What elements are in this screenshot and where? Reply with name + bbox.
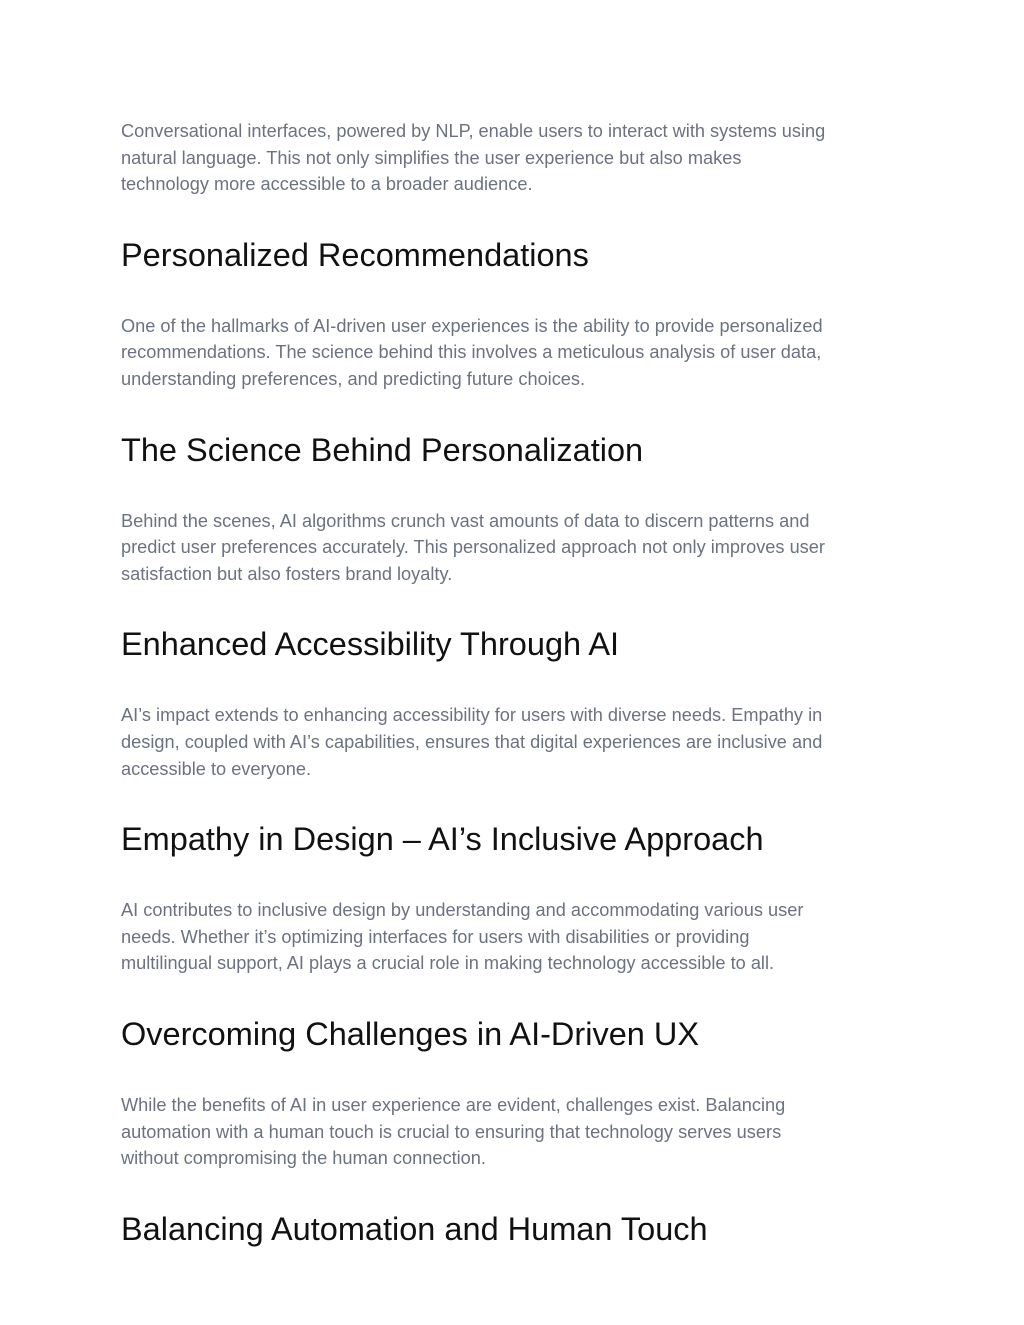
paragraph-empathy-in-design <box>121 897 911 977</box>
heading-enhanced-accessibility: Enhanced Accessibility Through AI <box>121 626 620 663</box>
spacer <box>121 393 911 430</box>
spacer <box>121 664 911 702</box>
heading-personalized-recommendations: Personalized Recommendations <box>121 236 589 273</box>
paragraph-line: satisfaction but also fosters brand loyalty. <box>121 563 453 584</box>
spacer <box>121 198 911 235</box>
spacer <box>121 782 911 819</box>
spacer <box>121 1054 911 1092</box>
paragraph-line: multilingual support, AI plays a crucial role in making technology accessible to all. <box>121 953 775 974</box>
paragraph-line: automation with a human touch is crucial to ensuring that technology serves users <box>121 1121 782 1142</box>
spacer <box>121 587 911 624</box>
paragraph-line: Behind the scenes, AI algorithms crunch vast amounts of data to discern patterns and <box>121 510 810 531</box>
paragraph-line: AI’s impact extends to enhancing accessibility for users with diverse needs. Empathy in <box>121 705 823 726</box>
paragraph-science-behind-personalization <box>121 508 911 588</box>
paragraph-line: technology more accessible to a broader audience. <box>121 174 533 195</box>
paragraph-line: While the benefits of AI in user experience are evident, challenges exist. Balancing <box>121 1094 786 1115</box>
heading-empathy-in-design: Empathy in Design – AI’s Inclusive Approach <box>121 821 764 858</box>
spacer <box>121 977 911 1014</box>
paragraph-line: recommendations. The science behind this involves a meticulous analysis of user data, <box>121 342 822 363</box>
paragraph-enhanced-accessibility <box>121 702 911 782</box>
paragraph-personalized-recommendations <box>121 313 911 393</box>
paragraph-line: accessible to everyone. <box>121 758 312 779</box>
paragraph-conversational-interfaces <box>121 118 911 198</box>
heading-balancing-automation: Balancing Automation and Human Touch <box>121 1210 708 1247</box>
paragraph-line: understanding preferences, and predicting future choices. <box>121 368 586 389</box>
document-page <box>121 118 911 1249</box>
spacer <box>121 275 911 313</box>
paragraph-line: without compromising the human connection. <box>121 1148 486 1169</box>
heading-science-behind-personalization: The Science Behind Personalization <box>121 431 644 468</box>
paragraph-line: AI contributes to inclusive design by understanding and accommodating various user <box>121 900 804 921</box>
spacer <box>121 859 911 897</box>
paragraph-line: Conversational interfaces, powered by NLP, enable users to interact with systems using <box>121 121 826 141</box>
paragraph-line: design, coupled with AI’s capabilities, ensures that digital experiences are inclusive and <box>121 731 823 752</box>
heading-overcoming-challenges: Overcoming Challenges in AI-Driven UX <box>121 1015 700 1052</box>
paragraph-line: predict user preferences accurately. This personalized approach not only improves user <box>121 537 825 558</box>
paragraph-line: natural language. This not only simplifies the user experience but also makes <box>121 147 742 168</box>
spacer <box>121 1172 911 1209</box>
paragraph-overcoming-challenges <box>121 1092 911 1172</box>
paragraph-line: One of the hallmarks of AI-driven user experiences is the ability to provide personalized <box>121 315 823 336</box>
paragraph-line: needs. Whether it’s optimizing interfaces for users with disabilities or providing <box>121 926 750 947</box>
spacer <box>121 470 911 508</box>
